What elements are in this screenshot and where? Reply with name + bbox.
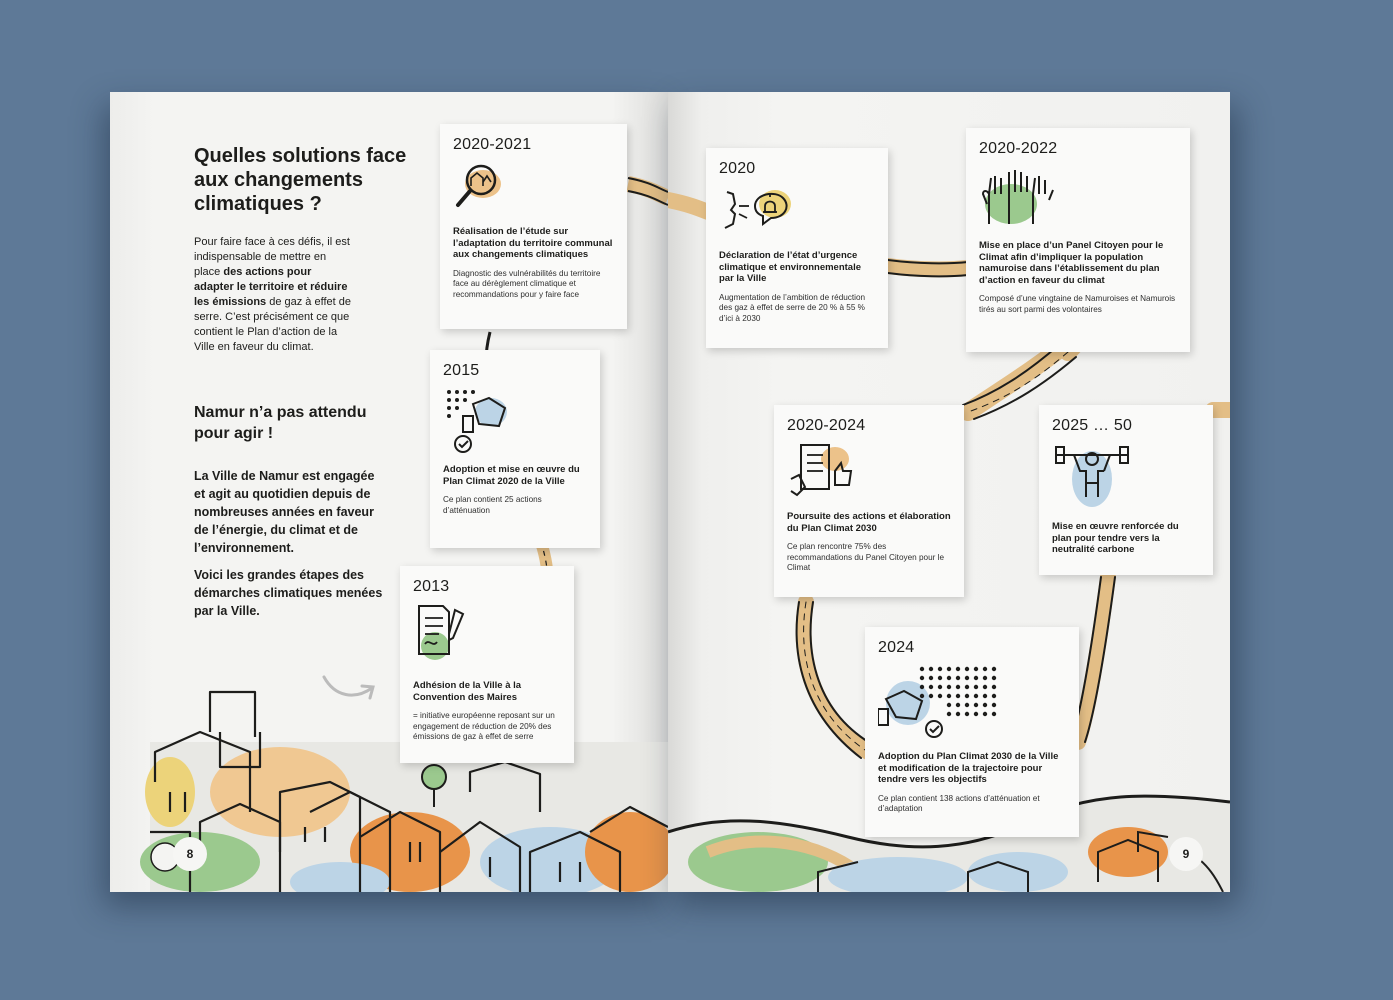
hand-dots-check-icon bbox=[878, 663, 1066, 741]
card-year: 2020-2022 bbox=[979, 140, 1058, 157]
timeline-card-2015 bbox=[430, 350, 600, 548]
left-page bbox=[110, 92, 668, 892]
card-heading: Poursuite des actions et élaboration du Plan Climat 2030 bbox=[787, 511, 951, 534]
card-year: 2020-2021 bbox=[453, 136, 532, 153]
right-page bbox=[668, 92, 1230, 892]
timeline-card-2020-2021 bbox=[440, 124, 627, 329]
page-number-left: 8 bbox=[173, 837, 207, 871]
weightlifter-icon bbox=[1052, 441, 1200, 511]
card-description: Ce plan contient 25 actions d’atténuation bbox=[443, 495, 542, 515]
card-heading: Adoption du Plan Climat 2030 de la Ville et modification de la trajectoire pour tendre vers les objectifs bbox=[878, 751, 1059, 785]
intro-paragraph bbox=[194, 235, 354, 355]
page-title: Quelles solutions face aux changements climatiques ? bbox=[194, 145, 407, 215]
card-year: 2020-2024 bbox=[787, 417, 866, 434]
speech-alarm-icon bbox=[719, 184, 875, 240]
card-heading: Adoption et mise en œuvre du Plan Climat 2020 de la Ville bbox=[443, 464, 580, 487]
card-heading: Déclaration de l’état d’urgence climatique et environnementale par la Ville bbox=[719, 250, 862, 284]
document-signature-icon bbox=[413, 602, 561, 670]
intro-text-2: de gaz à effet de serre. C’est précisément ce que contient le Plan d’action de la Ville en faveur du climat. bbox=[194, 296, 351, 353]
timeline-card-2013 bbox=[400, 566, 574, 763]
card-heading: Adhésion de la Ville à la Convention des Maires bbox=[413, 680, 522, 703]
card-year: 2013 bbox=[413, 578, 450, 595]
card-year: 2015 bbox=[443, 362, 480, 379]
card-description: Composé d’une vingtaine de Namuroises et Namurois tirés au sort parmi des volontaires bbox=[979, 294, 1176, 314]
engagement-statement: La Ville de Namur est engagée et agit au quotidien depuis de nombreuses années en faveur de l’énergie, du climat et de l’environnement. bbox=[194, 469, 375, 555]
card-description: Diagnostic des vulnérabilités du territoire face au dérèglement climatique et recommandations pour y faire face bbox=[453, 268, 601, 299]
page-number-right: 9 bbox=[1169, 837, 1203, 871]
card-heading: Mise en place d’un Panel Citoyen pour le Climat afin d’impliquer la population namuroise dans l’établissement du plan d’action en faveur du climat bbox=[979, 240, 1164, 286]
timeline-card-2020 bbox=[706, 148, 888, 348]
card-description: Augmentation de l’ambition de réduction des gaz à effet de serre de 20 % à 55 % d’ici à 2030 bbox=[719, 292, 866, 323]
section-subtitle: Namur n’a pas attendu pour agir ! bbox=[194, 404, 367, 442]
document-thumbs-up-icon bbox=[787, 441, 951, 501]
hand-dots-check-icon bbox=[443, 386, 587, 454]
timeline-card-2024 bbox=[865, 627, 1079, 837]
card-description: Ce plan rencontre 75% des recommandations du Panel Citoyen pour le Climat bbox=[787, 542, 945, 572]
magnifier-house-icon bbox=[453, 160, 614, 216]
card-heading: Mise en œuvre renforcée du plan pour tendre vers la neutralité carbone bbox=[1052, 521, 1179, 555]
card-year: 2020 bbox=[719, 160, 756, 177]
card-year: 2024 bbox=[878, 639, 915, 656]
steps-intro: Voici les grandes étapes des démarches climatiques menées par la Ville. bbox=[194, 568, 383, 618]
timeline-card-2025-50 bbox=[1039, 405, 1213, 575]
intro-text-bold: des actions pour adapter le territoire et réduire les émissions bbox=[194, 266, 348, 308]
timeline-card-2020-2024 bbox=[774, 405, 964, 597]
card-description: Ce plan contient 138 actions d’atténuation et d’adaptation bbox=[878, 793, 1040, 813]
intro-text-1: Pour faire face à ces défis, il est indispensable de mettre en place bbox=[194, 236, 350, 278]
timeline-card-2020-2022 bbox=[966, 128, 1190, 352]
card-year: 2025 … 50 bbox=[1052, 417, 1133, 434]
card-heading: Réalisation de l’étude sur l’adaptation du territoire communal aux changements climatiques bbox=[453, 226, 613, 260]
raised-hands-icon bbox=[979, 164, 1177, 230]
card-description: = initiative européenne reposant sur un engagement de réduction de 20% des émissions de gaz à effet de serre bbox=[413, 711, 555, 741]
